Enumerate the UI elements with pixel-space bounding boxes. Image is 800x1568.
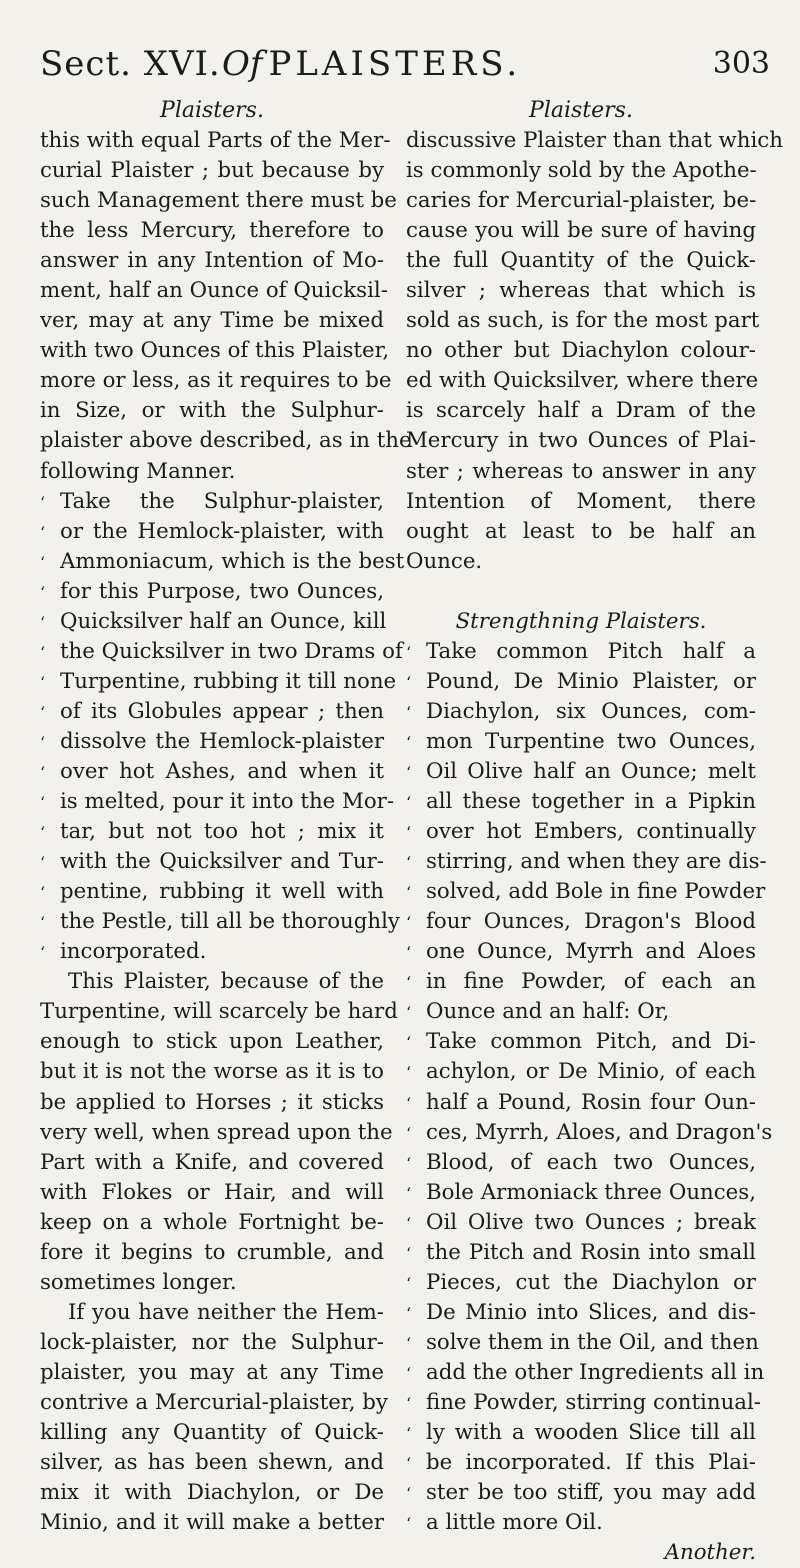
left-column [40,96,412,1538]
recipe-line: ‘ Take common Pitch half a [406,637,756,667]
text-line: be applied to Horses ; it sticks [40,1089,384,1115]
text-line: ment, half an Ounce of Quicksil- [40,278,388,304]
recipe-line: ‘ with the Quicksilver and Tur- [40,847,384,877]
recipe-line: ‘ the Quicksilver in two Drams of [40,637,384,667]
recipe-line: ‘ Pieces, cut the Diachylon or [406,1268,756,1298]
recipe-line: ‘ pentine, rubbing it well with [40,877,384,907]
recipe-line: ‘ incorporated. [40,937,384,967]
page-title [222,44,521,84]
text-line: plaister, you may at any Time [40,1359,384,1385]
text-line: This Plaister, because of the [68,969,384,995]
text-line: keep on a whole Fortnight be- [40,1209,384,1235]
text-line: contrive a Mercurial-plaister, by [40,1389,388,1415]
text-line: following Manner. [40,458,236,484]
recipe-line: ‘ in fine Powder, of each an [406,967,756,997]
section-label: Sect. XVI. [40,44,221,84]
text-line: ver, may at any Time be mixed [40,308,384,334]
text-line: Intention of Moment, there [406,488,756,514]
text-line: killing any Quantity of Quick- [40,1420,384,1446]
recipe-line: ‘ solved, add Bole in fine Powder [406,877,756,907]
text-line: cause you will be sure of having [406,218,756,244]
recipe-line: ‘ the Pestle, till all be thoroughly [40,907,384,937]
section-heading: Strengthning Plaisters. [455,608,707,634]
text-line: such Management there must be [40,188,397,214]
recipe-line: ‘ one Ounce, Myrrh and Aloes [406,937,756,967]
recipe-line: ‘ Bole Armoniack three Ounces, [406,1178,756,1208]
title-of: Of [222,44,263,84]
text-line: no other but Diachylon colour- [406,338,756,364]
recipe-line: ‘ of its Globules appear ; then [40,697,384,727]
spacer [406,577,756,607]
text-line: ster ; whereas to answer in any [406,458,756,484]
text-line: Turpentine, will scarcely be hard [40,999,398,1025]
text-line: the full Quantity of the Quick- [406,248,756,274]
recipe-line: ‘ Pound, De Minio Plaister, or [406,667,756,697]
recipe-line: ‘ all these together in a Pipkin [406,787,756,817]
recipe-line: ‘ Blood, of each two Ounces, [406,1148,756,1178]
title-text: PLAISTERS. [268,44,522,84]
recipe-line: ‘ Oil Olive half an Ounce; melt [406,757,756,787]
recipe-line: ‘ Ammoniacum, which is the best [40,547,384,577]
recipe-line: ‘ the Pitch and Rosin into small [406,1238,756,1268]
text-line: lock-plaister, nor the Sulphur- [40,1329,384,1355]
text-line: with two Ounces of this Plaister, [40,338,390,364]
recipe-line: ‘ Diachylon, six Ounces, com- [406,697,756,727]
recipe-line: ‘ tar, but not too hot ; mix it [40,817,384,847]
text-line: very well, when spread upon the [40,1119,393,1145]
text-line: ought at least to be half an [406,518,756,544]
recipe-line: ‘ Turpentine, rubbing it till none [40,667,384,697]
text-line: enough to stick upon Leather, [40,1029,384,1055]
text-line: Part with a Knife, and covered [40,1149,384,1175]
text-line: plaister above described, as in the [40,428,412,454]
text-line: sold as such, is for the most part [406,308,760,334]
recipe-line: ‘ for this Purpose, two Ounces, [40,577,384,607]
recipe-line: ‘ is melted, pour it into the Mor- [40,787,384,817]
recipe-line: ‘ four Ounces, Dragon's Blood [406,907,756,937]
text-line: with Flokes or Hair, and will [40,1179,384,1205]
text-line: If you have neither the Hem- [68,1299,384,1325]
text-line: Ounce. [406,548,483,574]
right-column [406,96,783,1568]
recipe-line: ‘ De Minio into Slices, and dis- [406,1298,756,1328]
recipe-line: ‘ add the other Ingredients all in [406,1358,756,1388]
text-line: silver, as has been shewn, and [40,1450,384,1476]
recipe-line: ‘ ly with a wooden Slice till all [406,1418,756,1448]
text-line: fore it begins to crumble, and [40,1239,384,1265]
recipe-line: ‘ achylon, or De Minio, of each [406,1057,756,1087]
recipe-line: ‘ Ounce and an half: Or, [406,997,756,1027]
recipe-line: ‘ Take the Sulphur-plaister, [40,487,384,517]
recipe-line: ‘ stirring, and when they are dis- [406,847,756,877]
text-line: this with equal Parts of the Mer- [40,128,391,153]
recipe-line: ‘ over hot Embers, continually [406,817,756,847]
recipe-line: ‘ solve them in the Oil, and then [406,1328,756,1358]
page-number: 303 [712,46,770,81]
text-line: but it is not the worse as it is to [40,1059,384,1085]
text-line: ed with Quicksilver, where there [406,368,759,394]
text-line: in Size, or with the Sulphur- [40,398,384,424]
text-line: Minio, and it will make a better [40,1510,384,1536]
recipe-line: ‘ ces, Myrrh, Aloes, and Dragon's [406,1118,756,1148]
text-line: caries for Mercurial-plaister, be- [406,188,757,214]
recipe-line: ‘ ster be too stiff, you may add [406,1478,756,1508]
recipe-line: ‘ or the Hemlock-plaister, with [40,517,384,547]
recipe-line: ‘ mon Turpentine two Ounces, [406,727,756,757]
recipe-line: ‘ over hot Ashes, and when it [40,757,384,787]
recipe-line: ‘ be incorporated. If this Plai- [406,1448,756,1478]
catchword: Another. [664,1540,756,1566]
recipe-line: ‘ Take common Pitch, and Di- [406,1027,756,1057]
text-line: is commonly sold by the Apothe- [406,158,757,184]
text-line: silver ; whereas that which is [406,278,756,304]
text-line: mix it with Diachylon, or De [40,1480,384,1506]
recipe-line: ‘ Oil Olive two Ounces ; break [406,1208,756,1238]
text-line: sometimes longer. [40,1269,237,1295]
text-line: curial Plaister ; but because by [40,158,384,184]
text-line: answer in any Intention of Mo- [40,248,384,274]
recipe-line: ‘ half a Pound, Rosin four Oun- [406,1088,756,1118]
text-line: Mercury in two Ounces of Plai- [406,428,756,454]
running-head [40,44,770,94]
right-column-heading: Plaisters. [529,98,633,123]
recipe-line: ‘ fine Powder, stirring continual- [406,1388,756,1418]
text-line: the less Mercury, therefore to [40,218,384,244]
recipe-line: ‘ Quicksilver half an Ounce, kill [40,607,384,637]
text-line: is scarcely half a Dram of the [406,398,756,424]
recipe-line: ‘ a little more Oil. [406,1508,756,1538]
text-line: more or less, as it requires to be [40,368,392,394]
text-line: discussive Plaister than that which [406,128,783,153]
left-column-heading: Plaisters. [160,98,264,123]
recipe-line: ‘ dissolve the Hemlock-plaister [40,727,384,757]
